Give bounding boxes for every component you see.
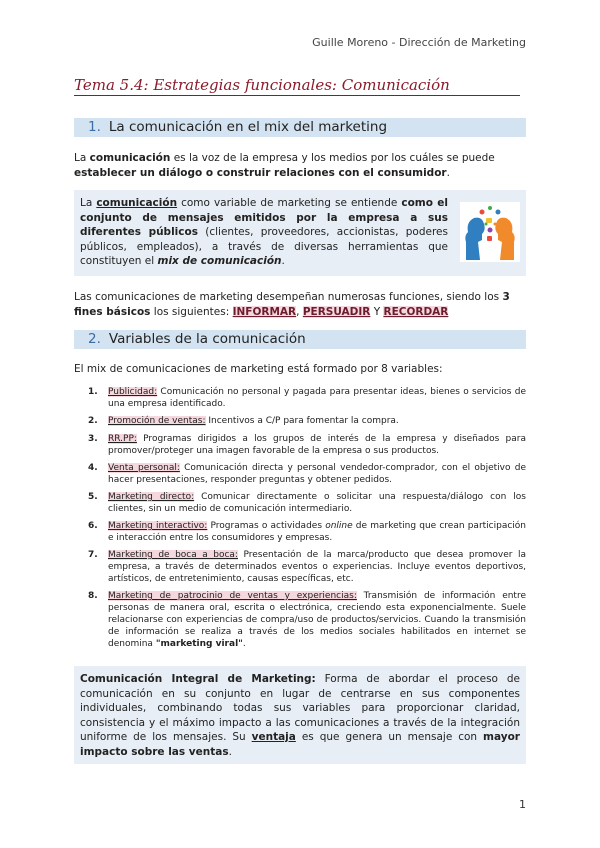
item-number: 6. — [88, 521, 98, 531]
item-description: de marketing que crean participación e interacción entre los consumidores y empresas. — [108, 521, 527, 543]
text: los siguientes: — [150, 305, 233, 318]
item-number: 5. — [88, 492, 98, 502]
text: , — [296, 305, 303, 318]
item-description: Programas o actividades — [207, 521, 326, 531]
text: Forma de abordar el proceso de comunicación en su conjunto en lugar de centrarse en sus componentes individuales, combinando todas sus variables para proporcionar claridad, consistencia y el máximo impacto a las comunicaciones a través de la integración uniforme de los mensajes. Su — [80, 673, 520, 743]
text: La — [80, 197, 97, 209]
text: como variable de marketing se entiende — [177, 197, 402, 209]
text: La — [74, 152, 90, 164]
text: (clientes, proveedores, accionistas, poderes públicos, empleados), a través de diversas herramientas que constituyen el — [80, 226, 448, 267]
variables-intro: El mix de comunicaciones de marketing está formado por 8 variables: — [74, 363, 443, 375]
text: es la voz de la empresa y los medios por los cuáles se puede — [170, 152, 495, 164]
topic-title: Tema 5.4: Estrategias funcionales: Comunicación — [74, 76, 520, 96]
section-title: La comunicación en el mix del marketing — [108, 119, 388, 135]
item-number: 3. — [88, 434, 98, 444]
function-recordar: RECORDAR — [383, 305, 449, 318]
item-number: 4. — [88, 463, 98, 473]
function-informar: INFORMAR — [232, 305, 297, 318]
definition-text — [80, 196, 448, 269]
item-term: Marketing de patrocinio de ventas y experiencias: — [108, 591, 357, 601]
section-number: 2. — [88, 331, 101, 347]
item-number: 1. — [88, 387, 98, 397]
paragraph-functions — [74, 290, 526, 319]
item-number: 7. — [88, 550, 98, 560]
item-description: Comunicación no personal y pagada para presentar ideas, bienes o servicios de una empresa identificado. — [108, 387, 526, 409]
integral-communication-box — [74, 666, 526, 764]
list-item — [88, 590, 526, 650]
bold-text: mayor impacto sobre las ventas — [80, 731, 520, 758]
paragraph-definition — [74, 151, 526, 180]
item-description: Incentivos a C/P para fomentar la compra. — [205, 416, 399, 426]
section-heading-2 — [74, 330, 526, 349]
bold-text: como el conjunto de mensajes emitidos por la empresa a sus diferentes públicos — [80, 197, 449, 238]
section-heading-1 — [74, 118, 526, 137]
function-persuadir: PERSUADIR — [302, 305, 371, 318]
item-description: Presentación de la marca/producto que desea promover la empresa, a través de determinados eventos o experiencias. Incluye eventos deportivos, artísticos, de entretenimiento, causas específicas, etc. — [108, 550, 526, 584]
text: es que genera un mensaje con — [295, 731, 484, 743]
text: . — [281, 255, 285, 267]
text: . — [446, 166, 450, 179]
bold-text: 3 fines básicos — [74, 291, 510, 318]
list-item — [88, 520, 526, 544]
list-item — [88, 415, 526, 428]
bold-text: comunicación — [89, 152, 171, 164]
section-number: 1. — [88, 119, 101, 135]
bold-text: "marketing viral" — [155, 639, 243, 649]
item-term: Marketing interactivo: — [108, 521, 208, 531]
list-item — [88, 549, 526, 585]
bold-italic-text: mix de comunicación — [157, 255, 282, 267]
item-description: Comunicar directamente o solicitar una respuesta/diálogo con los clientes, sin un medio de comunicación intermediario. — [108, 492, 526, 514]
communication-illustration-icon — [460, 202, 520, 262]
definition-box — [74, 190, 526, 276]
integral-communication-text — [80, 672, 520, 759]
bold-text: Comunicación Integral de Marketing: — [80, 673, 316, 685]
item-description: . — [242, 639, 246, 649]
page-number: 1 — [519, 798, 526, 811]
item-term: Publicidad: — [108, 387, 158, 397]
text: Y — [370, 305, 384, 318]
underlined-term: comunicación — [96, 197, 178, 209]
item-description: Programas dirigidos a los grupos de interés de la empresa y diseñados para promover/proteger una imagen favorable de la empresa o sus productos. — [108, 434, 526, 456]
item-term: Marketing directo: — [108, 492, 195, 502]
bold-text: establecer un diálogo o construir relaciones con el consumidor — [74, 166, 447, 179]
italic-text: online — [325, 521, 353, 531]
underlined-term: ventaja — [251, 731, 296, 743]
list-item — [88, 491, 526, 515]
item-description: Comunicación directa y personal vendedor-comprador, con el objetivo de hacer presentaciones, responder preguntas y obtener pedidos. — [108, 463, 526, 485]
item-term: RR.PP: — [108, 434, 137, 444]
item-term: Venta personal: — [108, 463, 180, 473]
item-term: Promoción de ventas: — [108, 416, 206, 426]
section-title: Variables de la comunicación — [108, 331, 306, 347]
list-item — [88, 433, 526, 457]
variables-list — [88, 386, 526, 650]
text: Las comunicaciones de marketing desempeñan numerosas funciones, siendo los — [74, 291, 503, 303]
running-header: Guille Moreno - Dirección de Marketing — [312, 36, 526, 49]
list-item — [88, 386, 526, 410]
list-item — [88, 462, 526, 486]
item-description: Transmisión de información entre personas de manera oral, escrita o electrónica, creciendo esta exponencialmente. Suele relacionarse con experiencias de compra/uso de productos/servicios. Cuando la transmisión de información se realiza a través de los medios sociales habilitados en internet se denomina — [108, 591, 526, 649]
item-number: 2. — [88, 416, 98, 426]
text: . — [228, 745, 232, 758]
item-term: Marketing de boca a boca: — [108, 550, 238, 560]
item-number: 8. — [88, 591, 98, 601]
